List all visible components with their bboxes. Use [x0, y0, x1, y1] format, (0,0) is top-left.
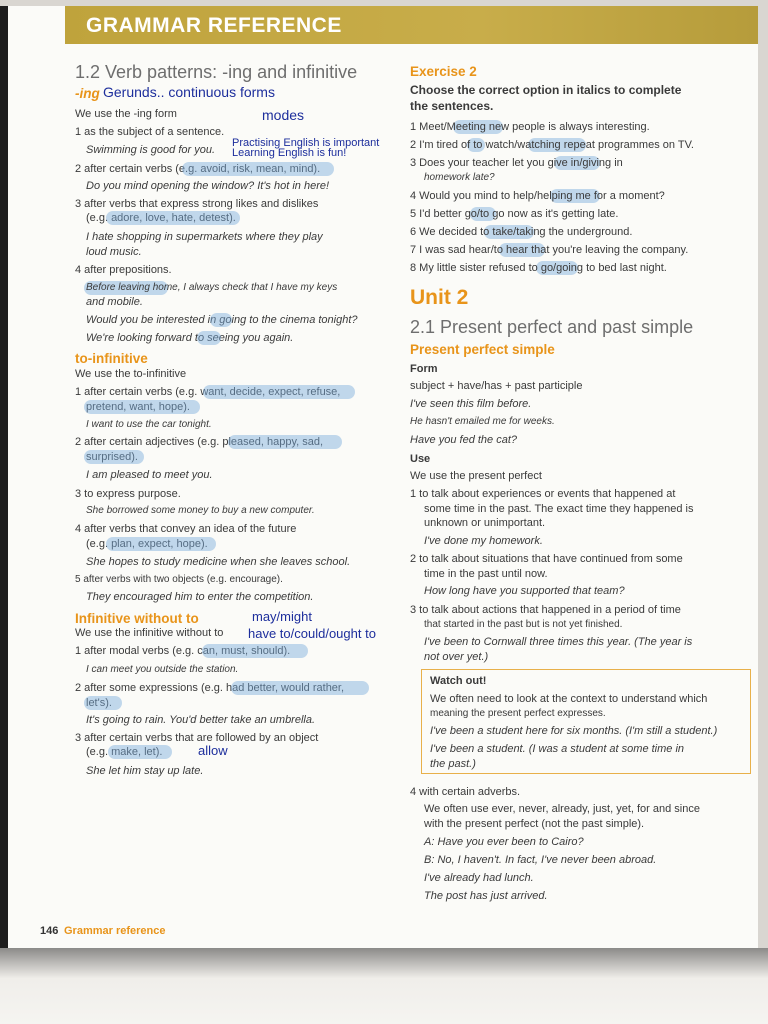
example: I hate shopping in supermarkets where they play [86, 231, 323, 243]
unit-title: Unit 2 [410, 286, 469, 309]
banner [65, 6, 758, 44]
highlight [228, 435, 342, 449]
text: 2 to talk about situations that have continued from some [410, 553, 683, 565]
text: 2 after some expressions (e.g. had better, would rather, [75, 682, 345, 694]
text: meaning the present perfect expresses. [430, 708, 606, 719]
example: Swimming is good for you. [86, 144, 215, 156]
text: with the present perfect (not the past simple). [424, 818, 645, 830]
text: We use the infinitive without to [75, 627, 224, 639]
label: Form [410, 363, 438, 375]
label: Use [410, 453, 431, 465]
handwritten-learning: Learning English is fun! [232, 147, 347, 159]
text: 1 after certain verbs (e.g. want, decide, expect, refuse, [75, 386, 341, 398]
example: It's going to rain. You'd better take an umbrella. [86, 714, 316, 726]
section-title: 1.2 Verb patterns: -ing and infinitive [75, 62, 358, 82]
text: subject + have/has + past participle [410, 380, 583, 392]
example: She hopes to study medicine when she leaves school. [86, 556, 351, 568]
text: let's). [86, 697, 112, 709]
highlight [182, 162, 334, 176]
exercise-item: 8 My little sister refused to go/going to bed last night. [410, 262, 667, 274]
text: 4 after prepositions. [75, 264, 172, 276]
exercise-item: 6 We decided to take/taking the underground. [410, 226, 633, 238]
highlight [210, 313, 232, 327]
section-title: 2.1 Present perfect and past simple [410, 317, 694, 337]
exercise-item: 1 Meet/Meeting new people is always interesting. [410, 121, 650, 133]
example: She let him stay up late. [86, 765, 204, 777]
highlight [84, 696, 122, 710]
text: We use the present perfect [410, 470, 542, 482]
text: 3 to express purpose. [75, 488, 181, 500]
text: some time in the past. The exact time they happened is [424, 503, 694, 515]
page-shadow [0, 948, 768, 1024]
example: Before leaving home, I always check that I have my keys [86, 282, 338, 293]
text: (e.g. adore, love, hate, detest). [86, 212, 236, 224]
example: loud music. [86, 246, 142, 258]
highlight [203, 385, 355, 399]
handwritten-may: may/might [252, 609, 312, 624]
highlight [84, 400, 200, 414]
example: and mobile. [86, 296, 143, 308]
example: They encouraged him to enter the competition. [86, 591, 314, 603]
example: I've been a student here for six months. (I'm still a student.) [430, 725, 718, 737]
text: that started in the past but is not yet finished. [424, 619, 623, 630]
text: 1 after modal verbs (e.g. can, must, should). [75, 645, 291, 657]
exercise-item: 3 Does your teacher let you give in/giving in [410, 157, 623, 169]
footer-label: Grammar reference [64, 925, 166, 937]
toinf-heading: to-infinitive [75, 351, 148, 366]
text: 4 with certain adverbs. [410, 786, 521, 798]
highlight [106, 211, 240, 225]
text: We often use ever, never, already, just, yet, for and since [424, 803, 700, 815]
highlight [84, 450, 144, 464]
text: 2 after certain adjectives (e.g. pleased, happy, sad, [75, 436, 324, 448]
example: the past.) [430, 758, 476, 770]
watch-out-title: Watch out! [430, 675, 487, 687]
text: 1 as the subject of a sentence. [75, 126, 225, 138]
text: (e.g. plan, expect, hope). [86, 538, 208, 550]
handwritten-modes: modes [262, 107, 305, 123]
text: 1 to talk about experiences or events that happened at [410, 488, 676, 500]
example: The post has just arrived. [424, 890, 548, 902]
example: A: Have you ever been to Cairo? [424, 836, 584, 848]
handwritten-have: have to/could/ought to [248, 626, 376, 641]
example: I've been a student. (I was a student at some time in [430, 743, 685, 755]
text: time in the past until now. [424, 568, 548, 580]
handwritten-gerunds: Gerunds.. continuous forms [103, 84, 275, 100]
exercise-item: 2 I'm tired of to watch/watching repeat programmes on TV. [410, 139, 694, 151]
page-number: 146 [40, 925, 59, 937]
text: unknown or unimportant. [424, 517, 546, 529]
text: 3 to talk about actions that happened in a period of time [410, 604, 681, 616]
example: Do you mind opening the window? It's hot in here! [86, 180, 330, 192]
text: 2 after certain verbs (e.g. avoid, risk, mean, mind). [75, 163, 321, 175]
highlight [231, 681, 369, 695]
exercise-item: 7 I was sad hear/to hear that you're leaving the company. [410, 244, 689, 256]
book-spine [0, 6, 8, 956]
highlight [202, 644, 308, 658]
example: not over yet.) [424, 651, 489, 663]
exercise-item: 5 I'd better go/to go now as it's getting late. [410, 208, 619, 220]
text: 5 after verbs with two objects (e.g. encourage). [75, 574, 283, 585]
text: We use the -ing form [75, 108, 177, 120]
handwritten-allow: allow [198, 743, 228, 758]
text: We often need to look at the context to understand which [430, 693, 708, 705]
ing-heading: -ing [75, 86, 100, 101]
highlight [197, 331, 221, 345]
inf-heading: Infinitive without to [75, 611, 199, 626]
example: Would you be interested in going to the cinema tonight? [86, 314, 358, 326]
example: I've already had lunch. [424, 872, 534, 884]
example: We're looking forward to seeing you again. [86, 332, 294, 344]
example: I want to use the car tonight. [86, 419, 212, 430]
example: She borrowed some money to buy a new computer. [86, 505, 315, 516]
text: 4 after verbs that convey an idea of the future [75, 523, 297, 535]
text: surprised). [86, 451, 138, 463]
example: I've been to Cornwall three times this year. (The year is [424, 636, 693, 648]
example: I am pleased to meet you. [86, 469, 213, 481]
text: We use the to-infinitive [75, 368, 187, 380]
example: I've seen this film before. [410, 398, 532, 410]
text: (e.g. make, let). [86, 746, 163, 758]
example: How long have you supported that team? [424, 585, 625, 597]
text: pretend, want, hope). [86, 401, 190, 413]
highlight [106, 537, 216, 551]
example: He hasn't emailed me for weeks. [410, 416, 555, 427]
handwritten-practising: Practising English is important [232, 137, 380, 149]
exercise-title: Exercise 2 [410, 64, 477, 79]
exercise-instructions: Choose the correct option in italics to complete [410, 83, 682, 97]
text: 3 after verbs that express strong likes and dislikes [75, 198, 319, 210]
exercise-instructions: the sentences. [410, 99, 494, 113]
text: 3 after certain verbs that are followed by an object [75, 732, 319, 744]
banner-title: GRAMMAR REFERENCE [86, 14, 342, 37]
example: I can meet you outside the station. [86, 664, 239, 675]
highlight [108, 745, 172, 759]
example: B: No, I haven't. In fact, I've never been abroad. [424, 854, 657, 866]
exercise-item: homework late? [424, 172, 495, 183]
sub-heading: Present perfect simple [410, 342, 555, 357]
example: I've done my homework. [424, 535, 543, 547]
example: Have you fed the cat? [410, 434, 518, 446]
exercise-item: 4 Would you mind to help/helping me for a moment? [410, 190, 665, 202]
